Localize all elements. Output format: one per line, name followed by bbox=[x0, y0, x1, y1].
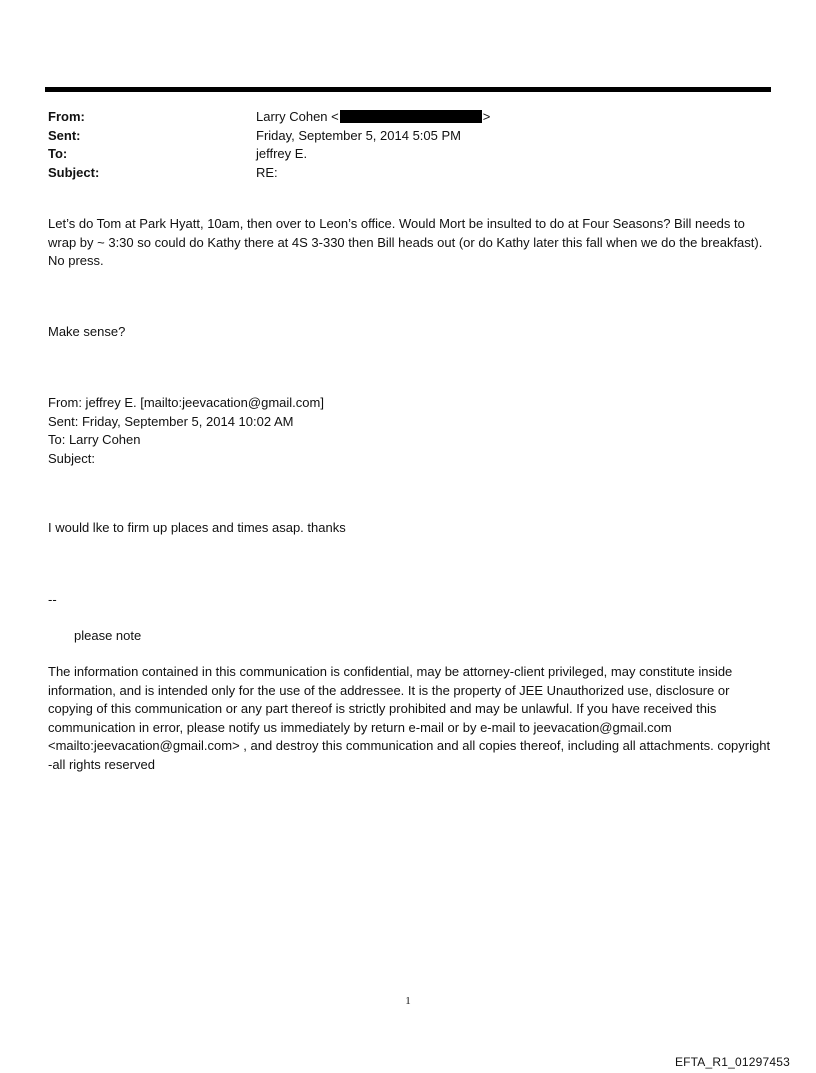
sent-row bbox=[48, 127, 748, 146]
body-paragraph: Let’s do Tom at Park Hyatt, 10am, then over to Leon’s office. Would Mort be insulted to do at Four Seasons? Bill needs to wrap by ~ 3:30 so could do Kathy there at 4S 3-330 then Bill heads out (or do Kathy later this fall when we do the breakfast). No press. bbox=[48, 216, 763, 268]
quoted-header bbox=[48, 394, 774, 468]
to-row bbox=[48, 145, 748, 164]
quoted-subject-line: Subject: bbox=[48, 450, 95, 466]
disclaimer-text: The information contained in this communication is confidential, may be attorney-client privileged, may constitute inside information, and is intended only for the use of the addressee. It is the property of JEE Unauthorized use, disclosure or copying of this communication or any part thereof is strictly prohibited and may be unlawful. If you have received this communication in error, please notify us immediately by return e-mail or by e-mail to jeevacation@gmail.com <mailto:jeevacation@gmail.com> , and destroy this communication and all copies thereof, including all attachments. copyright -all rights reserved bbox=[48, 664, 771, 772]
quoted-from-line: From: jeffrey E. [mailto:jeevacation@gmail.com] bbox=[48, 395, 324, 410]
quoted-to-line: To: Larry Cohen bbox=[48, 432, 141, 447]
redaction-block bbox=[340, 110, 482, 123]
from-close: > bbox=[482, 109, 491, 124]
quoted-sent-line: Sent: Friday, September 5, 2014 10:02 AM bbox=[48, 413, 294, 429]
from-value bbox=[256, 108, 748, 127]
from-name: Larry Cohen < bbox=[256, 109, 339, 124]
from-label: From: bbox=[48, 109, 85, 124]
sent-value: Friday, September 5, 2014 5:05 PM bbox=[256, 127, 461, 143]
subject-value: RE: bbox=[256, 164, 278, 180]
header-divider bbox=[45, 87, 771, 92]
to-value: jeffrey E. bbox=[256, 146, 308, 161]
page-number: 1 bbox=[405, 995, 411, 1007]
quoted-message: I would lke to firm up places and times asap. thanks bbox=[48, 520, 346, 535]
sent-label: Sent: bbox=[48, 127, 81, 143]
subject-label: Subject: bbox=[48, 164, 100, 180]
subject-row bbox=[48, 164, 748, 183]
document-id: EFTA_R1_01297453 bbox=[674, 1055, 790, 1069]
email-header bbox=[48, 108, 748, 182]
from-row bbox=[48, 108, 748, 127]
signature-separator: -- bbox=[48, 592, 57, 607]
body-question: Make sense? bbox=[48, 324, 126, 339]
to-label: To: bbox=[48, 146, 68, 161]
please-note: please note bbox=[74, 628, 142, 643]
